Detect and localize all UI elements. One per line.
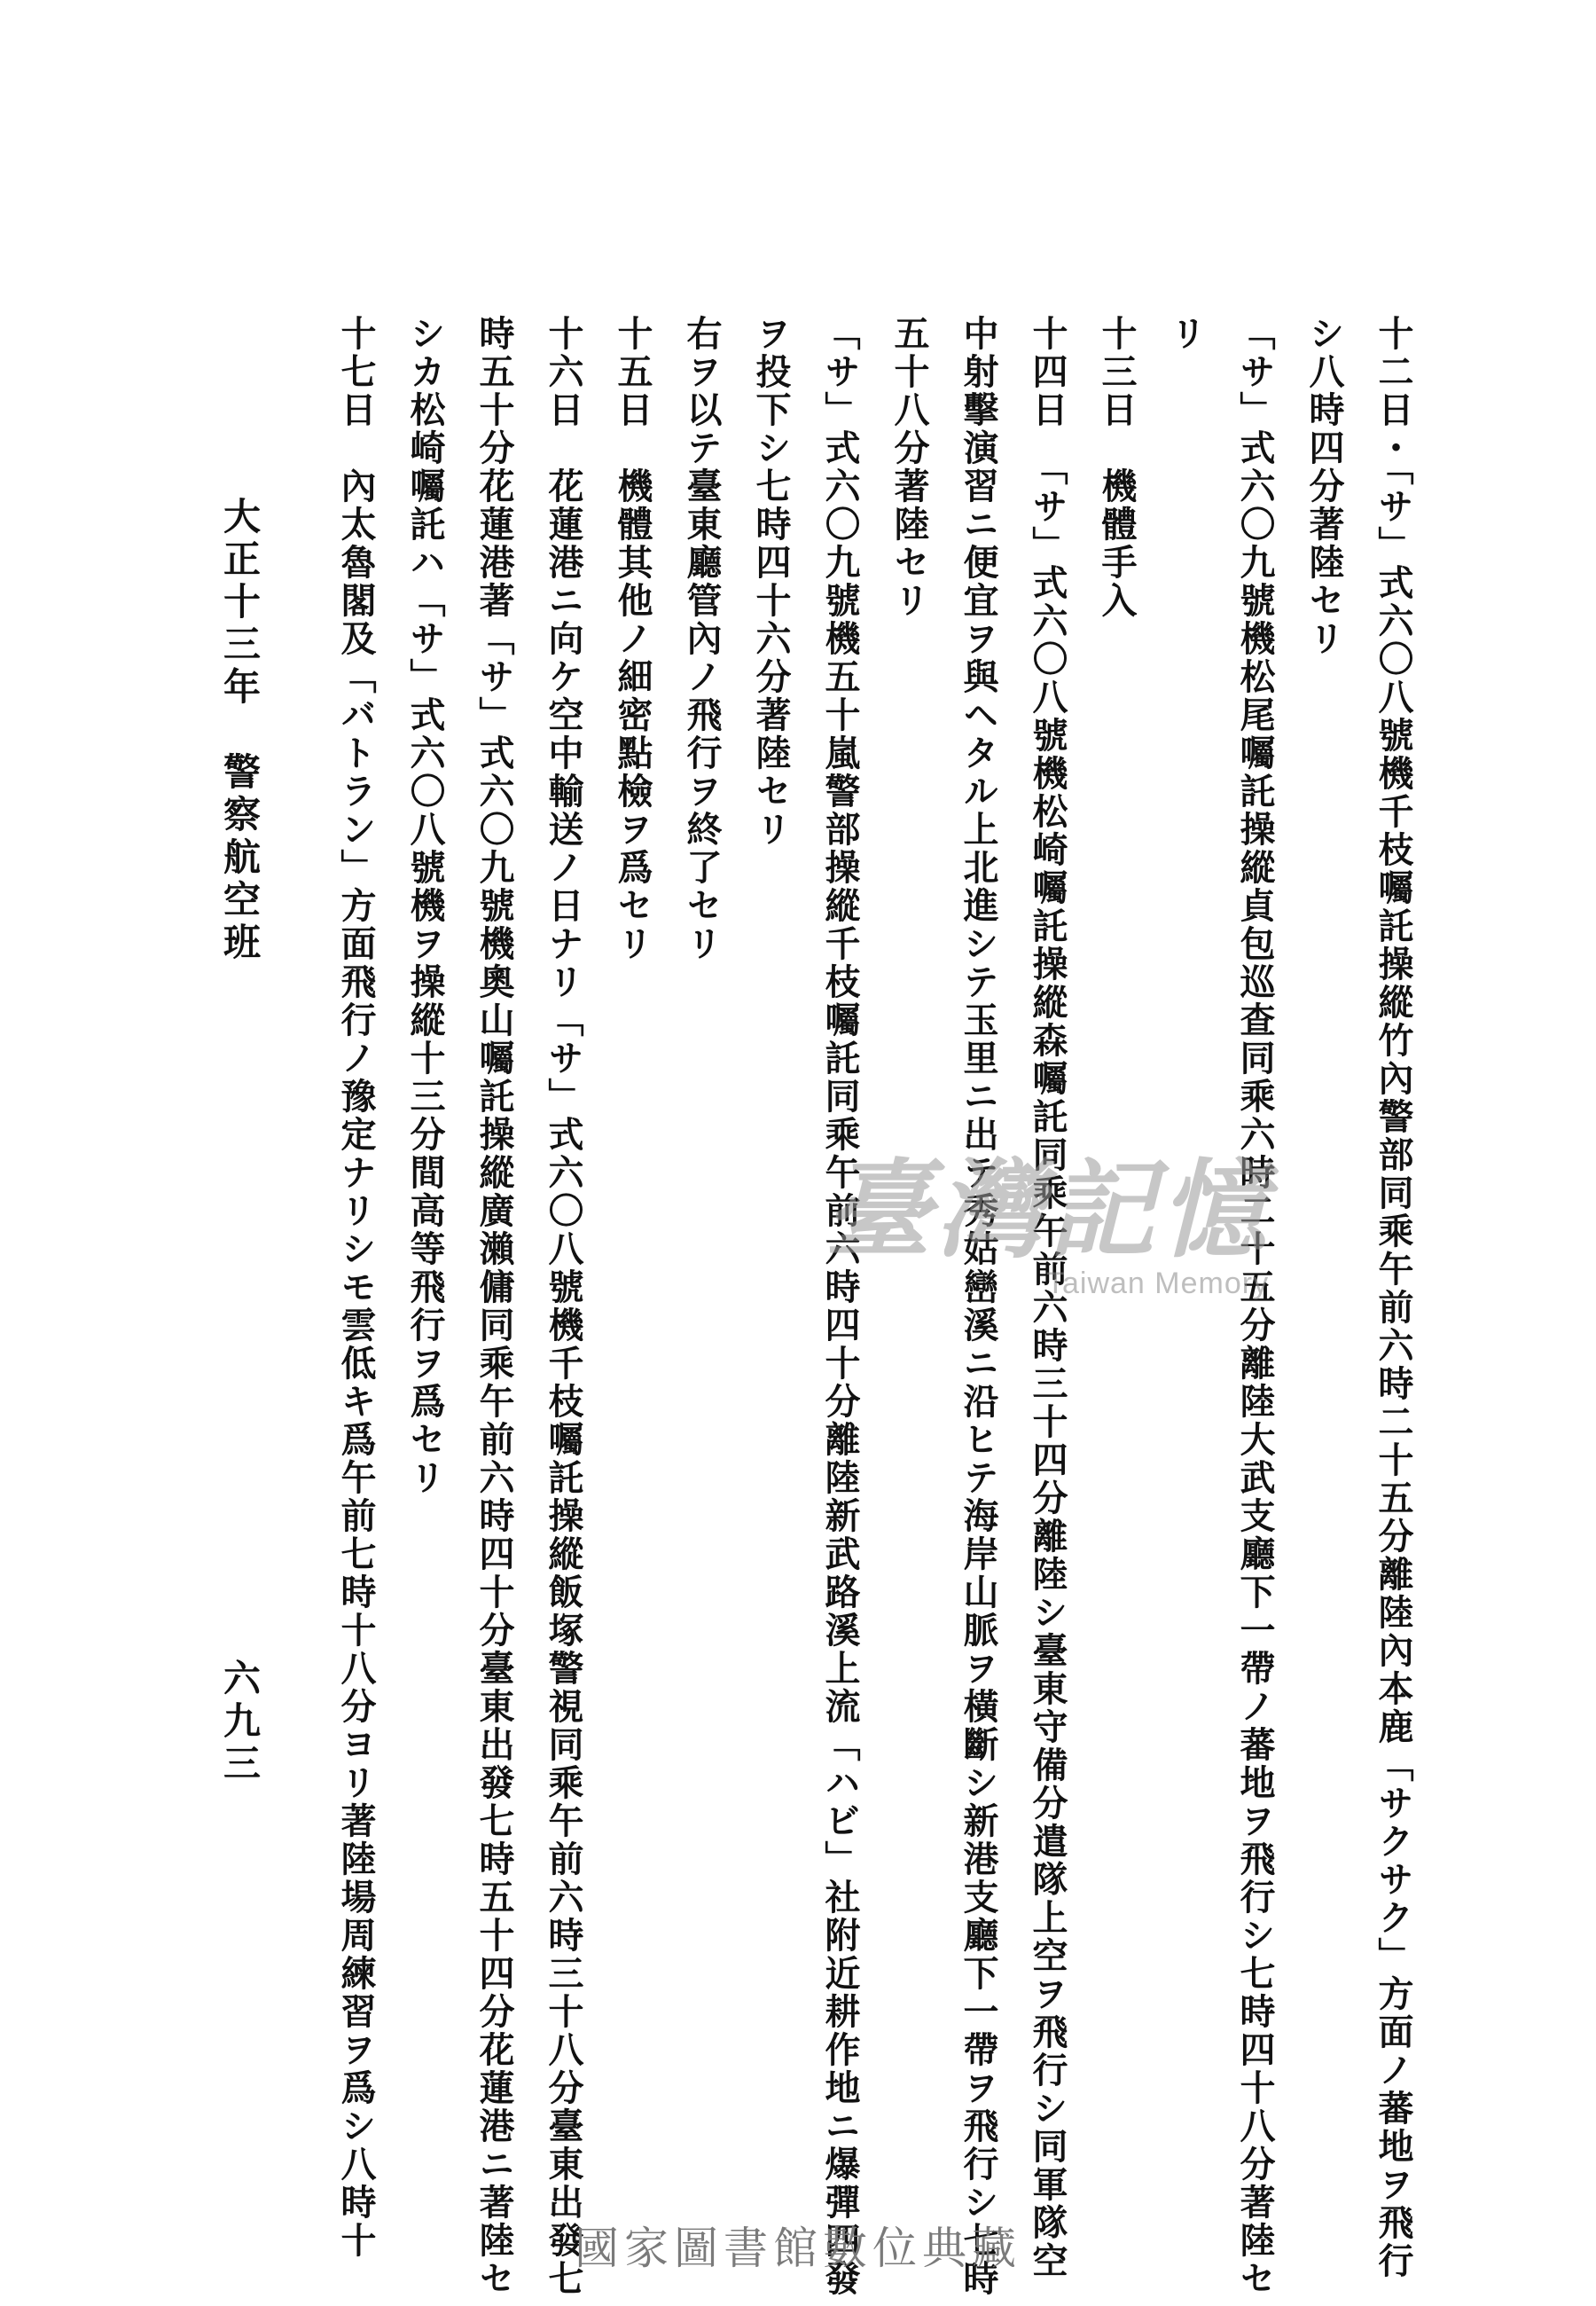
text-line: 十六日 花蓮港ニ向ケ空中輸送ノ日ナリ「サ」式六〇八號機千枝囑託操縱飯塚警視同乘午前六時三十八分臺東出發七 bbox=[543, 315, 584, 2298]
text-line: 時五十分花蓮港著「サ」式六〇九號機奧山囑託操縱廣瀨傭同乘午前六時四十分臺東出發七時五十四分花蓮港ニ著陸セ bbox=[473, 315, 515, 2298]
text-line: 十二日・「サ」式六〇八號機千枝囑託操縱竹內警部同乘午前六時二十五分離陸內本鹿「サクサク」方面ノ蕃地ヲ飛行 bbox=[1373, 315, 1414, 2280]
text-line: 右ヲ以テ臺東廳管內ノ飛行ヲ終了セリ bbox=[681, 315, 723, 963]
text-line: シカ松崎囑託ハ「サ」式六〇八號機ヲ操縱十三分間高等飛行ヲ爲セリ bbox=[404, 315, 446, 1497]
text-line: リ bbox=[1165, 315, 1207, 353]
text-line: 十七日 內太魯閣及「バトラン」方面飛行ノ豫定ナリシモ雲低キ爲午前七時十八分ヨリ著陸場周練習ヲ爲シ八時十 bbox=[335, 315, 377, 2260]
text-line: 十三日 機體手入 bbox=[1096, 315, 1138, 620]
text-line: 五十八分著陸セリ bbox=[888, 315, 930, 620]
text-line: 中射擊演習ニ便宜ヲ與ヘタル上北進シテ玉里ニ出テ秀姑巒溪ニ沿ヒテ海岸山脈ヲ橫斷シ新港支廳下一帶ヲ飛行シ七時 bbox=[958, 315, 999, 2298]
running-head: 大正十三年 警察航空班 bbox=[218, 497, 262, 965]
library-footer: 國家圖書館數位典藏 bbox=[575, 2223, 1021, 2274]
text-line: 「サ」式六〇九號機五十嵐警部操縱千枝囑託同乘午前六時四十分離陸新武路溪上流「ハビ」社附近耕作地ニ爆彈四發 bbox=[819, 315, 861, 2298]
watermark-subtext: Taiwan Memory bbox=[1046, 1267, 1270, 1300]
text-line: 十五日 機體其他ノ細密點檢ヲ爲セリ bbox=[612, 315, 653, 963]
page-number: 六九三 bbox=[218, 1659, 262, 1786]
watermark-text: 臺灣記憶 bbox=[825, 1148, 1271, 1273]
text-line: 「サ」式六〇九號機松尾囑託操縱貞包巡查同乘六時二十五分離陸大武支廳下一帶ノ蕃地ヲ飛行シ七時四十八分著陸セ bbox=[1234, 315, 1276, 2298]
text-line: ヲ投下シ七時四十六分著陸セリ bbox=[750, 315, 792, 849]
text-line: シ八時四分著陸セリ bbox=[1303, 315, 1345, 658]
text-line: 十四日 「サ」式六〇八號機松崎囑託操縱森囑託同乘午前六時三十四分離陸シ臺東守備分遣隊上空ヲ飛行シ同軍隊空 bbox=[1027, 315, 1068, 2280]
